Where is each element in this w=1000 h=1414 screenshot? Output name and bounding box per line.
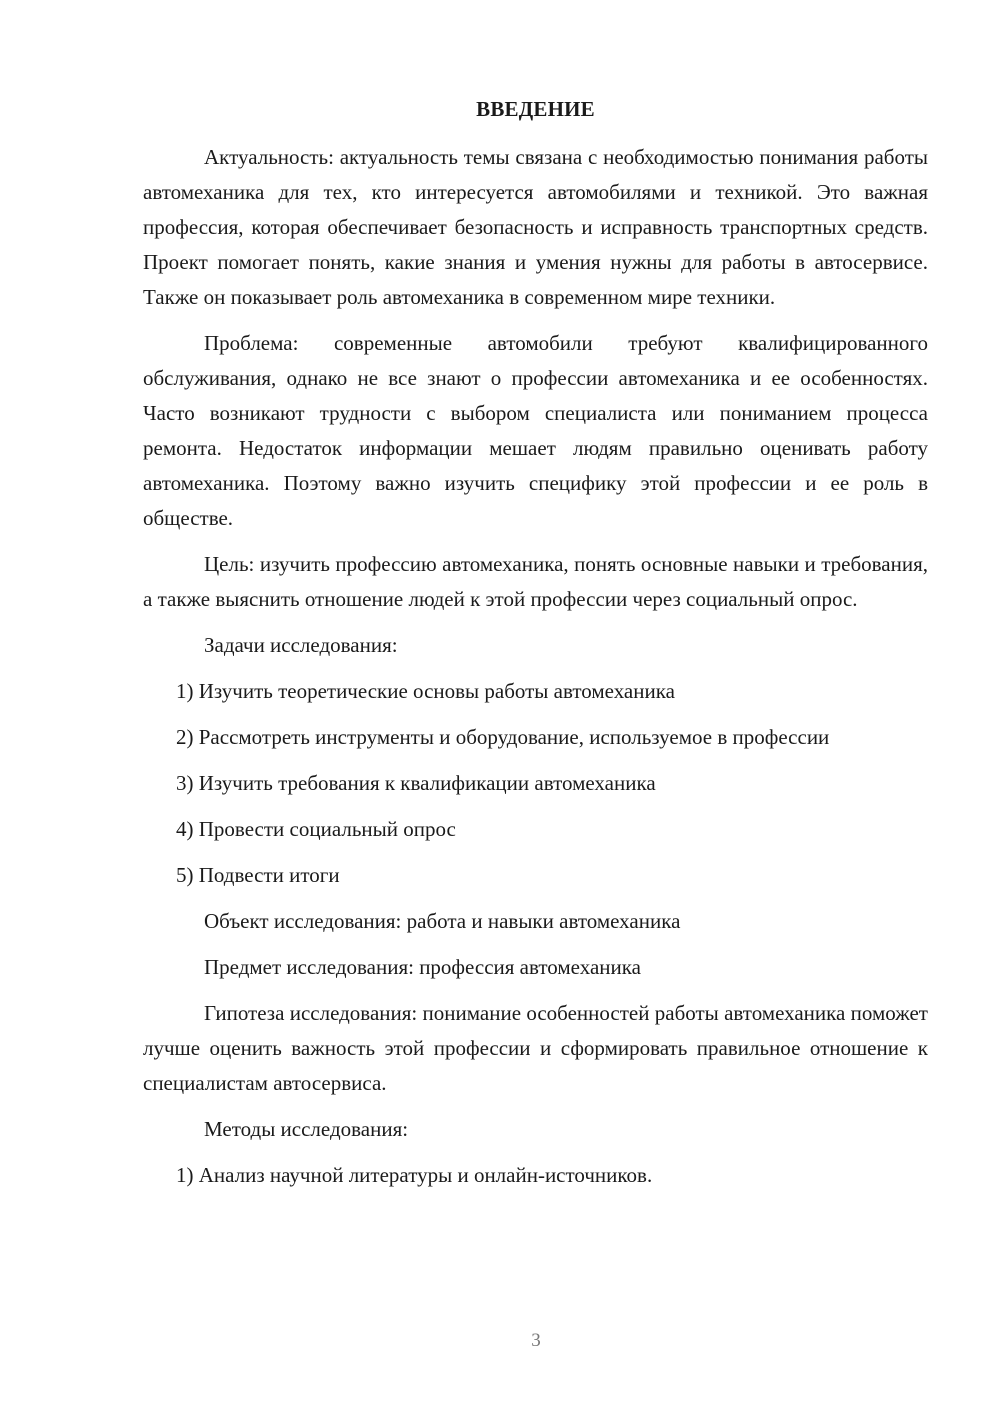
list-item: 3) Изучить требования к квалификации автомеханика <box>176 771 656 795</box>
list-item: 2) Рассмотреть инструменты и оборудование, используемое в профессии <box>176 725 830 749</box>
paragraph-problem: Проблема: современные автомобили требуют квалифицированного обслуживания, однако не все знают о профессии автомеханика и ее особенностях. Часто возникают трудности с выбором специалиста или пониманием процесса ремонта. Недостаток информации мешает людям правильно оценивать работу автомеханика. Поэтому важно изучить специфику этой профессии и ее роль в обществе. <box>143 331 928 530</box>
methods-heading: Методы исследования: <box>204 1117 409 1141</box>
list-item: 1) Анализ научной литературы и онлайн-источников. <box>176 1163 653 1187</box>
tasks-list <box>143 674 928 893</box>
paragraph-goal: Цель: изучить профессию автомеханика, понять основные навыки и требования, а также выяснить отношение людей к этой профессии через социальный опрос. <box>143 552 928 611</box>
document-page <box>143 92 928 1204</box>
paragraph-relevance: Актуальность: актуальность темы связана с необходимостью понимания работы автомеханика для тех, кто интересуется автомобилями и техникой. Это важная профессия, которая обеспечивает безопасность и исправность транспортных средств. Проект помогает понять, какие знания и умения нужны для работы в автосервисе. Также он показывает роль автомеханика в современном мире техники. <box>143 145 928 309</box>
methods-list <box>143 1158 928 1193</box>
list-item: 1) Изучить теоретические основы работы автомеханика <box>176 679 675 703</box>
page-number: 3 <box>531 1330 541 1351</box>
section-title: ВВЕДЕНИЕ <box>476 97 595 121</box>
paragraph-hypothesis: Гипотеза исследования: понимание особенностей работы автомеханика поможет лучше оценить важность этой профессии и сформировать правильное отношение к специалистам автосервиса. <box>143 1001 928 1095</box>
list-item: 4) Провести социальный опрос <box>176 817 456 841</box>
tasks-heading: Задачи исследования: <box>204 633 398 657</box>
paragraph-subject: Предмет исследования: профессия автомеханика <box>204 955 641 979</box>
list-item: 5) Подвести итоги <box>176 863 340 887</box>
paragraph-object: Объект исследования: работа и навыки автомеханика <box>204 909 681 933</box>
